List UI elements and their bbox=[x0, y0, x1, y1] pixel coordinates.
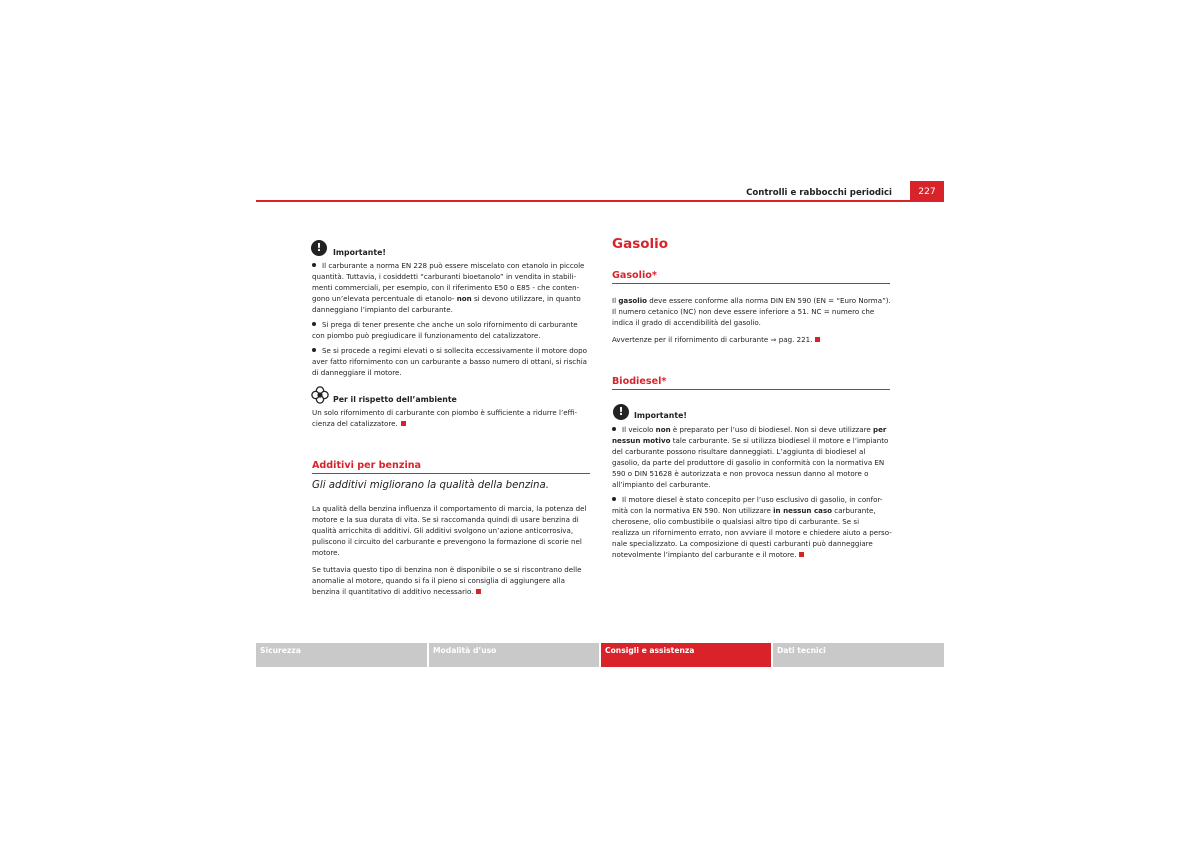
bullet-3-line-1: Se si procede a regimi elevati o si sollecita eccessivamente il motore dopo bbox=[312, 345, 594, 356]
gasolio-heading-rule bbox=[612, 283, 890, 284]
gasolio-reference: Avvertenze per il rifornimento di carburante ⇒ pag. 221. bbox=[612, 334, 896, 345]
end-mark-icon bbox=[401, 421, 406, 426]
important-bullets bbox=[312, 260, 594, 378]
page-number: 227 bbox=[910, 181, 944, 201]
environment-text bbox=[312, 407, 594, 429]
biodiesel-heading-rule bbox=[612, 389, 890, 390]
exclamation-icon: ! bbox=[613, 404, 629, 420]
bio-bullet-2-line-5: nale specializzato. La composizione di questi carburanti può danneggiare bbox=[612, 539, 873, 548]
tab-dati-tecnici[interactable]: Dati tecnici bbox=[773, 643, 944, 667]
additives-heading-rule bbox=[312, 473, 590, 474]
gasolio-line-1: Il gasolio deve essere conforme alla norma DIN EN 590 (EN = “Euro Norma”). bbox=[612, 296, 891, 305]
para2-line-3: benzina il quantitativo di additivo necessario. bbox=[312, 586, 594, 597]
gasolio-line-2: Il numero cetanico (NC) non deve essere inferiore a 51. NC = numero che bbox=[612, 307, 875, 316]
para2-line-1: Se tuttavia questo tipo di benzina non è disponibile o se si riscontrano delle bbox=[312, 565, 582, 574]
end-mark-icon bbox=[799, 552, 804, 557]
bullet-2-line-1: Si prega di tener presente che anche un solo rifornimento di carburante bbox=[312, 319, 594, 330]
bullet-icon bbox=[312, 348, 316, 352]
bullet-3-line-3: di danneggiare il motore. bbox=[312, 368, 402, 377]
bullet-2-line-2: con piombo può pregiudicare il funzionamento del catalizzatore. bbox=[312, 331, 541, 340]
para1-line-2: motore e la sua durata di vita. Se si raccomanda quindi di usare benzina di bbox=[312, 515, 579, 524]
biodiesel-bullets bbox=[612, 424, 896, 560]
additives-subtitle: Gli additivi migliorano la qualità della benzina. bbox=[312, 480, 549, 491]
para1-line-3: qualità arricchita di additivi. Gli additivi svolgono un’azione anticorrosiva, bbox=[312, 526, 574, 535]
biodiesel-important-title: Importante! bbox=[634, 411, 687, 420]
additives-body bbox=[312, 503, 594, 597]
bio-bullet-1-line-4: gasolio, da parte del produttore di gasolio in conformità con la normativa EN bbox=[612, 458, 885, 467]
bullet-1-line-5: danneggiano l’impianto del carburante. bbox=[312, 305, 453, 314]
para1-line-5: motore. bbox=[312, 548, 340, 557]
bullet-1-line-3: menti commerciali, per esempio, con il riferimento E50 o E85 - che conten- bbox=[312, 283, 580, 292]
gasolio-heading: Gasolio* bbox=[612, 270, 657, 281]
para2-line-2: anomalie al motore, quando si fa il pieno si consiglia di aggiungere alla bbox=[312, 576, 565, 585]
tab-consigli-e-assistenza[interactable]: Consigli e assistenza bbox=[601, 643, 771, 667]
end-mark-icon bbox=[476, 589, 481, 594]
additives-heading: Additivi per benzina bbox=[312, 460, 422, 471]
bio-bullet-2-line-3: cherosene, olio combustibile o qualsiasi altro tipo di carburante. Se si bbox=[612, 517, 860, 526]
bullet-icon bbox=[312, 263, 316, 267]
bullet-3-line-2: aver fatto rifornimento con un carburante a basso numero di ottani, si rischia bbox=[312, 357, 588, 366]
bio-bullet-1-line-6: all’impianto del carburante. bbox=[612, 480, 711, 489]
bullet-1-line-1: Il carburante a norma EN 228 può essere miscelato con etanolo in piccole bbox=[312, 260, 594, 271]
para1-line-1: La qualità della benzina influenza il comportamento di marcia, la potenza del bbox=[312, 504, 587, 513]
bio-bullet-1-line-2: nessun motivo tale carburante. Se si utilizza biodiesel il motore e l’impianto bbox=[612, 436, 889, 445]
environment-line-1: Un solo rifornimento di carburante con piombo è sufficiente a ridurre l’effi- bbox=[312, 408, 578, 417]
page-header-title: Controlli e rabbocchi periodici bbox=[746, 188, 892, 198]
flower-icon bbox=[311, 386, 329, 404]
bio-bullet-2-line-6: notevolmente l’impianto del carburante e il motore. bbox=[612, 549, 896, 560]
bullet-1-line-2: quantità. Tuttavia, i cosiddetti “carburanti bioetanolo” in vendita in stabili- bbox=[312, 272, 577, 281]
gasolio-body bbox=[612, 295, 896, 345]
header-rule bbox=[256, 200, 944, 202]
important-title: Importante! bbox=[333, 248, 386, 257]
bio-bullet-2-line-2: mità con la normativa EN 590. Non utilizzare in nessun caso carburante, bbox=[612, 506, 876, 515]
biodiesel-heading: Biodiesel* bbox=[612, 376, 667, 387]
para1-line-4: puliscono il circuito del carburante e prevengono la formazione di scorie nel bbox=[312, 537, 582, 546]
bullet-icon bbox=[612, 427, 616, 431]
gasolio-line-3: indica il grado di accendibilità del gasolio. bbox=[612, 318, 761, 327]
gasolio-title: Gasolio bbox=[612, 236, 669, 252]
bullet-icon bbox=[312, 322, 316, 326]
bio-bullet-1-line-3: del carburante possono risultare danneggiati. L’aggiunta di biodiesel al bbox=[612, 447, 866, 456]
bio-bullet-1-line-1: Il veicolo non è preparato per l’uso di biodiesel. Non si deve utilizzare per bbox=[612, 424, 896, 435]
environment-title: Per il rispetto dell’ambiente bbox=[333, 395, 457, 404]
bullet-icon bbox=[612, 497, 616, 501]
bio-bullet-1-line-5: 590 o DIN 51628 è autorizzata e non provoca nessun danno al motore o bbox=[612, 469, 869, 478]
bullet-1-line-4: gono un’elevata percentuale di etanolo- non si devono utilizzare, in quanto bbox=[312, 294, 581, 303]
environment-line-2: cienza del catalizzatore. bbox=[312, 418, 594, 429]
bio-bullet-2-line-4: realizza un rifornimento errato, non avviare il motore e chiedere aiuto a perso- bbox=[612, 528, 892, 537]
tab-modalita-duso[interactable]: Modalità d’uso bbox=[429, 643, 599, 667]
end-mark-icon bbox=[815, 337, 820, 342]
tab-sicurezza[interactable]: Sicurezza bbox=[256, 643, 427, 667]
bio-bullet-2-line-1: Il motore diesel è stato concepito per l’uso esclusivo di gasolio, in confor- bbox=[612, 494, 896, 505]
exclamation-icon: ! bbox=[311, 240, 327, 256]
